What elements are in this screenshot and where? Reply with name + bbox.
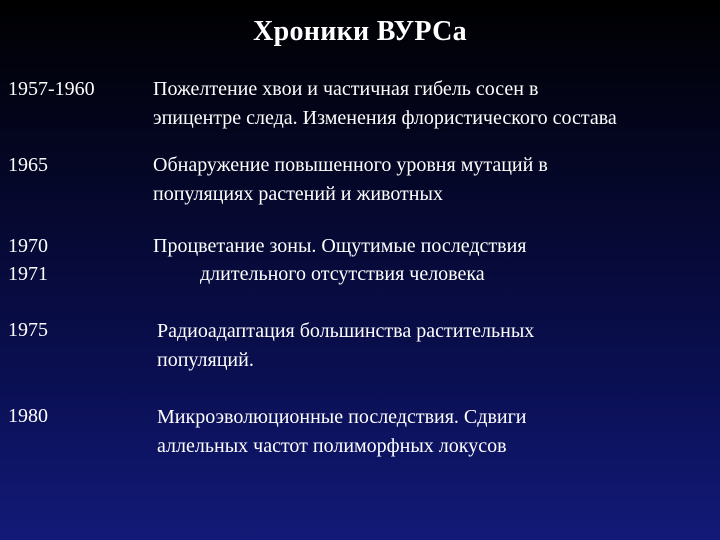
year-1965: 1965	[8, 154, 48, 176]
entry-2-line-2: популяциях растений и животных	[153, 183, 443, 205]
entry-4-line-1: Радиоадаптация большинства растительных	[157, 320, 535, 342]
year-1980: 1980	[8, 405, 48, 427]
year-1957-1960: 1957-1960	[8, 78, 95, 100]
year-1975: 1975	[8, 319, 48, 341]
entry-1-line-1: Пожелтение хвои и частичная гибель сосен в	[153, 78, 539, 100]
entry-5-line-1: Микроэволюционные последствия. Сдвиги	[157, 406, 527, 428]
entry-3-line-2: длительного отсутствия человека	[200, 263, 485, 285]
entry-4-line-2: популяций.	[157, 349, 254, 371]
entry-3-line-1: Процветание зоны. Ощутимые последствия	[153, 235, 527, 257]
year-1970: 1970	[8, 235, 48, 257]
year-1971: 1971	[8, 263, 48, 285]
entry-2-line-1: Обнаружение повышенного уровня мутаций в	[153, 154, 548, 176]
entry-1-line-2: эпицентре следа. Изменения флористического состава	[153, 107, 617, 129]
entry-5-line-2: аллельных частот полиморфных локусов	[157, 435, 507, 457]
slide-title: Хроники ВУРСа	[253, 16, 467, 47]
